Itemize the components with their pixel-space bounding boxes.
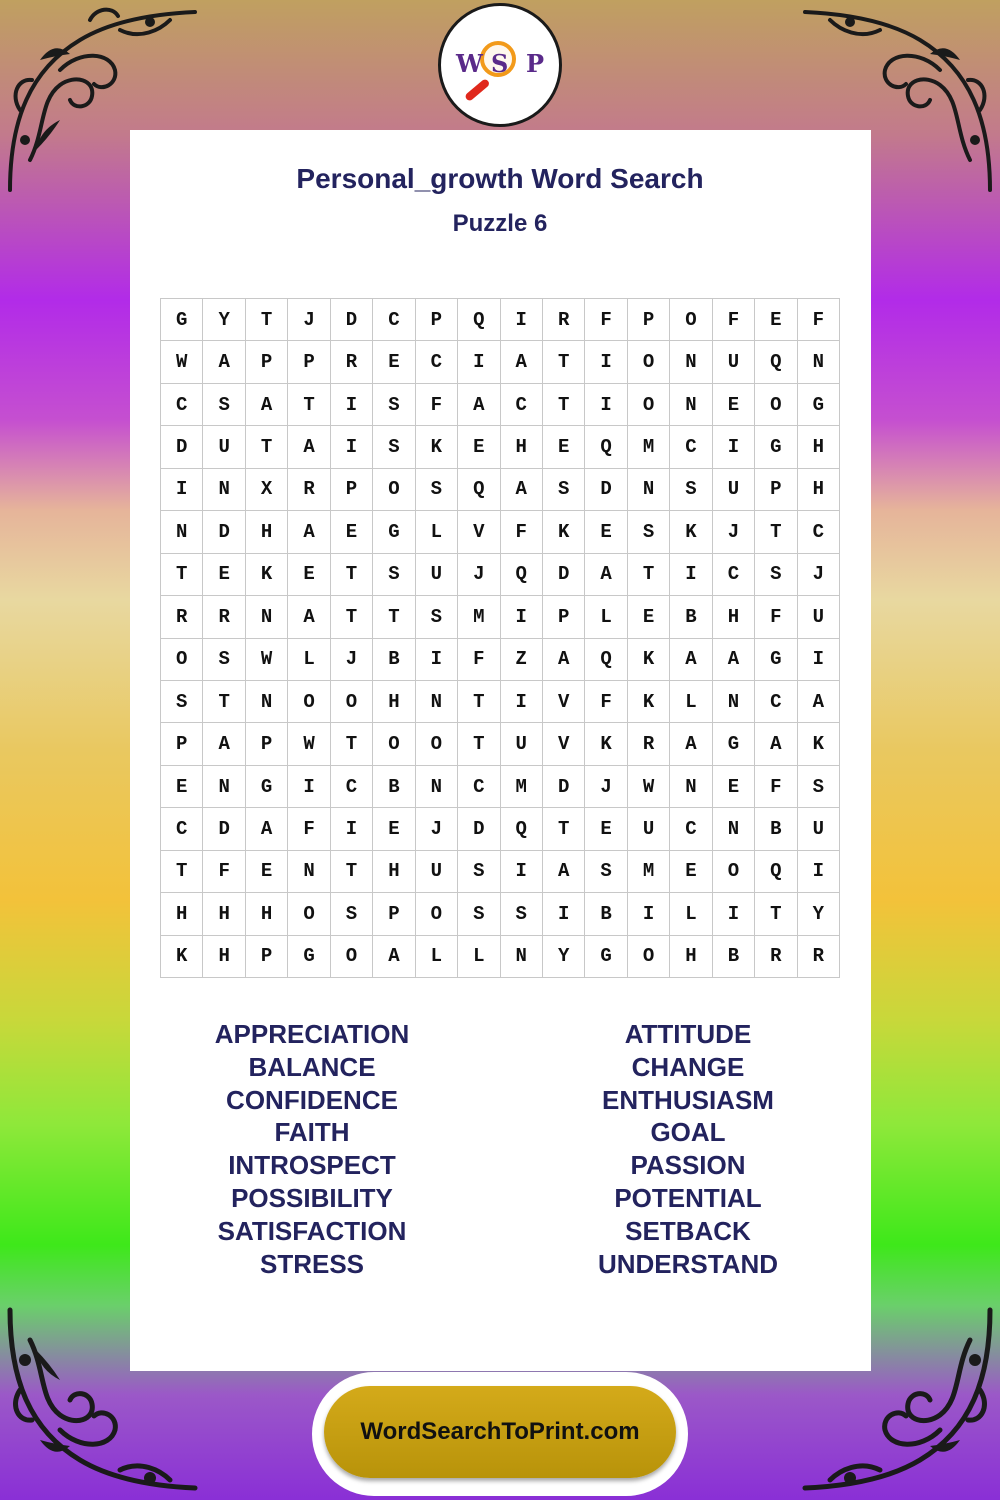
grid-cell[interactable]: E <box>543 426 585 468</box>
grid-cell[interactable]: I <box>501 299 543 341</box>
grid-cell[interactable]: I <box>416 639 458 681</box>
grid-cell[interactable]: C <box>670 426 712 468</box>
grid-cell[interactable]: J <box>288 299 330 341</box>
grid-cell[interactable]: D <box>203 511 245 553</box>
grid-cell[interactable]: O <box>628 936 670 978</box>
grid-cell[interactable]: H <box>798 426 840 468</box>
word-list-item: BALANCE <box>248 1051 376 1082</box>
grid-cell[interactable]: B <box>373 766 415 808</box>
grid-cell[interactable]: E <box>246 851 288 893</box>
grid-cell[interactable]: N <box>713 681 755 723</box>
grid-cell[interactable]: A <box>713 639 755 681</box>
grid-cell[interactable]: J <box>798 554 840 596</box>
grid-cell[interactable]: N <box>203 766 245 808</box>
grid-cell[interactable]: H <box>161 893 203 935</box>
page-title: Personal_growth Word Search <box>296 163 704 194</box>
grid-cell[interactable]: O <box>373 469 415 511</box>
grid-cell[interactable]: E <box>161 766 203 808</box>
grid-cell[interactable]: E <box>755 299 797 341</box>
grid-cell[interactable]: G <box>798 384 840 426</box>
grid-cell[interactable]: O <box>755 384 797 426</box>
grid-cell[interactable]: C <box>373 299 415 341</box>
word-list-item: UNDERSTAND <box>597 1248 779 1279</box>
grid-cell[interactable]: T <box>628 554 670 596</box>
grid-cell[interactable]: E <box>628 596 670 638</box>
grid-cell[interactable]: M <box>628 851 670 893</box>
grid-cell[interactable]: U <box>798 808 840 850</box>
grid-cell[interactable]: C <box>501 384 543 426</box>
grid-cell[interactable]: P <box>373 893 415 935</box>
grid-cell[interactable]: I <box>543 893 585 935</box>
grid-cell[interactable]: S <box>798 766 840 808</box>
grid-cell[interactable]: A <box>585 554 627 596</box>
grid-cell[interactable]: F <box>458 639 500 681</box>
grid-cell[interactable]: E <box>331 511 373 553</box>
grid-cell[interactable]: J <box>713 511 755 553</box>
word-list-item: GOAL <box>650 1117 726 1148</box>
grid-cell[interactable]: U <box>798 596 840 638</box>
grid-cell[interactable]: N <box>798 341 840 383</box>
grid-cell[interactable]: D <box>458 808 500 850</box>
grid-cell[interactable]: L <box>670 893 712 935</box>
grid-cell[interactable]: C <box>713 554 755 596</box>
word-list-item: ATTITUDE <box>624 1019 752 1049</box>
grid-cell[interactable]: I <box>798 639 840 681</box>
grid-cell[interactable]: A <box>755 723 797 765</box>
grid-cell[interactable]: T <box>458 723 500 765</box>
grid-cell[interactable]: A <box>501 341 543 383</box>
grid-cell[interactable]: A <box>288 426 330 468</box>
grid-cell[interactable]: Q <box>458 469 500 511</box>
grid-cell[interactable]: C <box>670 808 712 850</box>
grid-cell[interactable]: N <box>713 808 755 850</box>
grid-cell[interactable]: O <box>331 681 373 723</box>
grid-cell[interactable]: L <box>288 639 330 681</box>
grid-cell[interactable]: N <box>416 681 458 723</box>
grid-cell[interactable]: R <box>543 299 585 341</box>
grid-cell[interactable]: K <box>246 554 288 596</box>
grid-cell[interactable]: E <box>373 341 415 383</box>
grid-cell[interactable]: L <box>416 511 458 553</box>
grid-cell[interactable]: R <box>798 936 840 978</box>
grid-cell[interactable]: A <box>288 511 330 553</box>
grid-cell[interactable]: T <box>755 893 797 935</box>
grid-cell[interactable]: D <box>543 554 585 596</box>
grid-cell[interactable]: U <box>628 808 670 850</box>
wsp-logo[interactable] <box>438 3 562 127</box>
grid-cell[interactable]: Y <box>798 893 840 935</box>
word-list-item: SETBACK <box>625 1215 751 1246</box>
grid-cell[interactable]: P <box>543 596 585 638</box>
grid-cell[interactable]: H <box>203 936 245 978</box>
grid-cell[interactable]: S <box>416 596 458 638</box>
grid-cell[interactable]: P <box>331 469 373 511</box>
grid-cell[interactable]: G <box>755 426 797 468</box>
grid-cell[interactable]: K <box>798 723 840 765</box>
grid-cell[interactable]: H <box>501 426 543 468</box>
grid-cell[interactable]: S <box>373 384 415 426</box>
grid-cell[interactable]: S <box>373 554 415 596</box>
grid-cell[interactable]: C <box>798 511 840 553</box>
grid-cell[interactable]: A <box>798 681 840 723</box>
grid-cell[interactable]: H <box>203 893 245 935</box>
word-list-item: CHANGE <box>631 1051 745 1082</box>
site-link-button[interactable]: WordSearchToPrint.com <box>324 1386 676 1478</box>
grid-cell[interactable]: T <box>543 341 585 383</box>
grid-cell[interactable]: T <box>331 851 373 893</box>
grid-cell[interactable]: H <box>713 596 755 638</box>
grid-cell[interactable]: I <box>713 893 755 935</box>
grid-cell[interactable]: Q <box>755 341 797 383</box>
grid-cell[interactable]: N <box>628 469 670 511</box>
grid-cell[interactable]: G <box>288 936 330 978</box>
grid-cell[interactable]: N <box>246 596 288 638</box>
grid-cell[interactable]: N <box>416 766 458 808</box>
grid-cell[interactable]: E <box>670 851 712 893</box>
grid-cell[interactable]: H <box>373 681 415 723</box>
grid-cell[interactable]: R <box>755 936 797 978</box>
grid-cell[interactable]: F <box>416 384 458 426</box>
grid-cell[interactable]: S <box>670 469 712 511</box>
grid-cell[interactable]: K <box>161 936 203 978</box>
grid-cell[interactable]: F <box>585 299 627 341</box>
grid-cell[interactable]: R <box>288 469 330 511</box>
grid-cell[interactable]: G <box>161 299 203 341</box>
grid-cell[interactable]: D <box>203 808 245 850</box>
grid-cell[interactable]: C <box>161 384 203 426</box>
grid-cell[interactable]: K <box>628 639 670 681</box>
grid-cell[interactable]: C <box>161 808 203 850</box>
grid-cell[interactable]: I <box>458 341 500 383</box>
grid-cell[interactable]: I <box>713 426 755 468</box>
word-list-item: STRESS <box>259 1248 365 1279</box>
grid-cell[interactable]: U <box>713 469 755 511</box>
grid-cell[interactable]: U <box>713 341 755 383</box>
grid-cell[interactable]: I <box>628 893 670 935</box>
grid-cell[interactable]: L <box>585 596 627 638</box>
grid-cell[interactable]: P <box>628 299 670 341</box>
grid-cell[interactable]: E <box>203 554 245 596</box>
grid-cell[interactable]: F <box>501 511 543 553</box>
grid-cell[interactable]: S <box>416 469 458 511</box>
grid-cell[interactable]: R <box>331 341 373 383</box>
word-list-item: CONFIDENCE <box>226 1084 398 1115</box>
word-list-item: POSSIBILITY <box>231 1182 393 1213</box>
grid-cell[interactable]: V <box>543 681 585 723</box>
grid-cell[interactable]: W <box>628 766 670 808</box>
grid-cell[interactable]: A <box>670 723 712 765</box>
grid-cell[interactable]: A <box>501 469 543 511</box>
grid-cell[interactable]: J <box>416 808 458 850</box>
logo-letter: W <box>456 49 483 78</box>
grid-cell[interactable]: I <box>331 808 373 850</box>
grid-cell[interactable]: D <box>331 299 373 341</box>
grid-cell[interactable]: F <box>203 851 245 893</box>
word-list-item: APPRECIATION <box>214 1019 410 1049</box>
grid-cell[interactable]: O <box>288 681 330 723</box>
grid-cell[interactable]: S <box>543 469 585 511</box>
grid-cell[interactable]: P <box>246 936 288 978</box>
grid-cell[interactable]: T <box>543 808 585 850</box>
grid-cell[interactable]: L <box>416 936 458 978</box>
word-list-item: POTENTIAL <box>614 1182 762 1213</box>
grid-cell[interactable]: Z <box>501 639 543 681</box>
word-list-item: ENTHUSIASM <box>602 1084 774 1115</box>
grid-cell[interactable]: I <box>798 851 840 893</box>
grid-cell[interactable]: B <box>755 808 797 850</box>
grid-cell[interactable]: A <box>543 851 585 893</box>
letter-grid <box>160 298 840 978</box>
grid-cell[interactable]: W <box>246 639 288 681</box>
grid-cell[interactable]: I <box>670 554 712 596</box>
word-list-left <box>122 1018 502 1280</box>
grid-cell[interactable]: B <box>670 596 712 638</box>
grid-cell[interactable]: E <box>713 766 755 808</box>
grid-cell[interactable]: F <box>585 681 627 723</box>
grid-cell[interactable]: K <box>585 723 627 765</box>
grid-cell[interactable]: S <box>203 384 245 426</box>
grid-cell[interactable]: N <box>670 384 712 426</box>
grid-cell[interactable]: Y <box>203 299 245 341</box>
grid-cell[interactable]: R <box>161 596 203 638</box>
grid-cell[interactable]: T <box>161 554 203 596</box>
logo-letter: S <box>491 49 509 78</box>
grid-cell[interactable]: A <box>246 808 288 850</box>
grid-cell[interactable]: E <box>585 808 627 850</box>
grid-cell[interactable]: L <box>458 936 500 978</box>
grid-cell[interactable]: M <box>628 426 670 468</box>
grid-cell[interactable]: H <box>246 511 288 553</box>
grid-cell[interactable]: Y <box>543 936 585 978</box>
grid-cell[interactable]: U <box>203 426 245 468</box>
grid-cell[interactable]: D <box>543 766 585 808</box>
grid-cell[interactable]: P <box>755 469 797 511</box>
grid-cell[interactable]: C <box>458 766 500 808</box>
grid-cell[interactable]: C <box>416 341 458 383</box>
grid-cell[interactable]: Q <box>501 808 543 850</box>
grid-cell[interactable]: A <box>203 723 245 765</box>
grid-cell[interactable]: N <box>288 851 330 893</box>
grid-cell[interactable]: T <box>755 511 797 553</box>
grid-cell[interactable]: H <box>246 893 288 935</box>
grid-cell[interactable]: I <box>331 384 373 426</box>
grid-cell[interactable]: F <box>288 808 330 850</box>
grid-cell[interactable]: M <box>458 596 500 638</box>
grid-cell[interactable]: U <box>501 723 543 765</box>
grid-cell[interactable]: A <box>288 596 330 638</box>
grid-cell[interactable]: W <box>288 723 330 765</box>
grid-cell[interactable]: Q <box>585 426 627 468</box>
grid-cell[interactable]: P <box>416 299 458 341</box>
grid-cell[interactable]: I <box>501 681 543 723</box>
grid-cell[interactable]: Q <box>755 851 797 893</box>
grid-cell[interactable]: H <box>798 469 840 511</box>
grid-cell[interactable]: P <box>246 723 288 765</box>
grid-cell[interactable]: H <box>670 936 712 978</box>
grid-cell[interactable]: J <box>331 639 373 681</box>
grid-cell[interactable]: N <box>501 936 543 978</box>
word-list-item: SATISFACTION <box>217 1215 407 1246</box>
grid-cell[interactable]: F <box>798 299 840 341</box>
puzzle-number: Puzzle 6 <box>452 210 548 237</box>
grid-cell[interactable]: G <box>713 723 755 765</box>
word-list-item: FAITH <box>274 1117 350 1148</box>
grid-cell[interactable]: D <box>585 469 627 511</box>
grid-cell[interactable]: W <box>161 341 203 383</box>
grid-cell[interactable]: T <box>203 681 245 723</box>
grid-cell[interactable]: U <box>416 851 458 893</box>
grid-cell[interactable]: J <box>458 554 500 596</box>
grid-cell[interactable]: M <box>501 766 543 808</box>
grid-cell[interactable]: B <box>713 936 755 978</box>
grid-cell[interactable]: T <box>331 596 373 638</box>
grid-cell[interactable]: I <box>585 341 627 383</box>
grid-cell[interactable]: N <box>670 766 712 808</box>
grid-cell[interactable]: R <box>203 596 245 638</box>
grid-cell[interactable]: U <box>416 554 458 596</box>
grid-cell[interactable]: P <box>288 341 330 383</box>
grid-cell[interactable]: K <box>670 511 712 553</box>
grid-cell[interactable]: K <box>543 511 585 553</box>
word-list-item: PASSION <box>630 1150 746 1181</box>
grid-cell[interactable]: D <box>161 426 203 468</box>
grid-cell[interactable]: C <box>755 681 797 723</box>
grid-cell[interactable]: S <box>585 851 627 893</box>
grid-cell[interactable]: C <box>331 766 373 808</box>
grid-cell[interactable]: I <box>501 851 543 893</box>
grid-cell[interactable]: T <box>161 851 203 893</box>
grid-cell[interactable]: E <box>288 554 330 596</box>
grid-cell[interactable]: G <box>755 639 797 681</box>
grid-cell[interactable]: A <box>246 384 288 426</box>
word-list-item: INTROSPECT <box>228 1150 396 1181</box>
grid-cell[interactable]: P <box>246 341 288 383</box>
grid-cell[interactable]: K <box>416 426 458 468</box>
grid-cell[interactable]: E <box>585 511 627 553</box>
grid-cell[interactable]: N <box>246 681 288 723</box>
grid-cell[interactable]: T <box>288 384 330 426</box>
grid-cell[interactable]: E <box>458 426 500 468</box>
grid-cell[interactable]: T <box>331 723 373 765</box>
grid-cell[interactable]: S <box>373 426 415 468</box>
grid-cell[interactable]: N <box>161 511 203 553</box>
grid-cell[interactable]: S <box>501 893 543 935</box>
grid-cell[interactable]: O <box>628 341 670 383</box>
grid-cell[interactable]: J <box>585 766 627 808</box>
grid-cell[interactable]: S <box>755 554 797 596</box>
grid-cell[interactable]: F <box>755 596 797 638</box>
grid-cell[interactable]: N <box>670 341 712 383</box>
grid-cell[interactable]: I <box>288 766 330 808</box>
grid-cell[interactable]: A <box>670 639 712 681</box>
grid-cell[interactable]: Q <box>585 639 627 681</box>
grid-cell[interactable]: A <box>203 341 245 383</box>
grid-cell[interactable]: S <box>203 639 245 681</box>
grid-cell[interactable]: K <box>628 681 670 723</box>
grid-cell[interactable]: G <box>246 766 288 808</box>
grid-cell[interactable]: F <box>755 766 797 808</box>
grid-cell[interactable]: T <box>458 681 500 723</box>
grid-cell[interactable]: E <box>713 384 755 426</box>
grid-cell[interactable]: S <box>161 681 203 723</box>
word-list-right <box>498 1018 878 1280</box>
grid-cell[interactable]: T <box>543 384 585 426</box>
grid-cell[interactable]: O <box>628 384 670 426</box>
grid-cell[interactable]: O <box>288 893 330 935</box>
grid-cell[interactable]: A <box>373 936 415 978</box>
grid-cell[interactable]: P <box>161 723 203 765</box>
grid-cell[interactable]: B <box>373 639 415 681</box>
grid-cell[interactable]: S <box>458 851 500 893</box>
grid-cell[interactable]: E <box>373 808 415 850</box>
grid-cell[interactable]: V <box>458 511 500 553</box>
grid-cell[interactable]: T <box>373 596 415 638</box>
grid-cell[interactable]: Q <box>501 554 543 596</box>
grid-cell[interactable]: S <box>458 893 500 935</box>
grid-cell[interactable]: T <box>246 426 288 468</box>
grid-cell[interactable]: G <box>373 511 415 553</box>
grid-cell[interactable]: Q <box>458 299 500 341</box>
grid-cell[interactable]: H <box>373 851 415 893</box>
grid-cell[interactable]: L <box>670 681 712 723</box>
grid-cell[interactable]: R <box>628 723 670 765</box>
logo-letter: P <box>526 49 545 78</box>
grid-cell[interactable]: S <box>331 893 373 935</box>
grid-cell[interactable]: I <box>501 596 543 638</box>
grid-cell[interactable]: I <box>585 384 627 426</box>
grid-cell[interactable]: N <box>203 469 245 511</box>
grid-cell[interactable]: T <box>246 299 288 341</box>
grid-cell[interactable]: G <box>585 936 627 978</box>
grid-cell[interactable]: S <box>628 511 670 553</box>
magnifier-handle-icon <box>464 78 491 102</box>
grid-cell[interactable]: T <box>331 554 373 596</box>
grid-cell[interactable]: O <box>161 639 203 681</box>
grid-cell[interactable]: A <box>458 384 500 426</box>
grid-cell[interactable]: O <box>416 723 458 765</box>
grid-cell[interactable]: O <box>373 723 415 765</box>
grid-cell[interactable]: F <box>713 299 755 341</box>
grid-cell[interactable]: O <box>416 893 458 935</box>
grid-cell[interactable]: I <box>161 469 203 511</box>
grid-cell[interactable]: B <box>585 893 627 935</box>
grid-cell[interactable]: A <box>543 639 585 681</box>
grid-cell[interactable]: V <box>543 723 585 765</box>
grid-cell[interactable]: O <box>670 299 712 341</box>
grid-cell[interactable]: I <box>331 426 373 468</box>
grid-cell[interactable]: X <box>246 469 288 511</box>
grid-cell[interactable]: O <box>713 851 755 893</box>
grid-cell[interactable]: O <box>331 936 373 978</box>
